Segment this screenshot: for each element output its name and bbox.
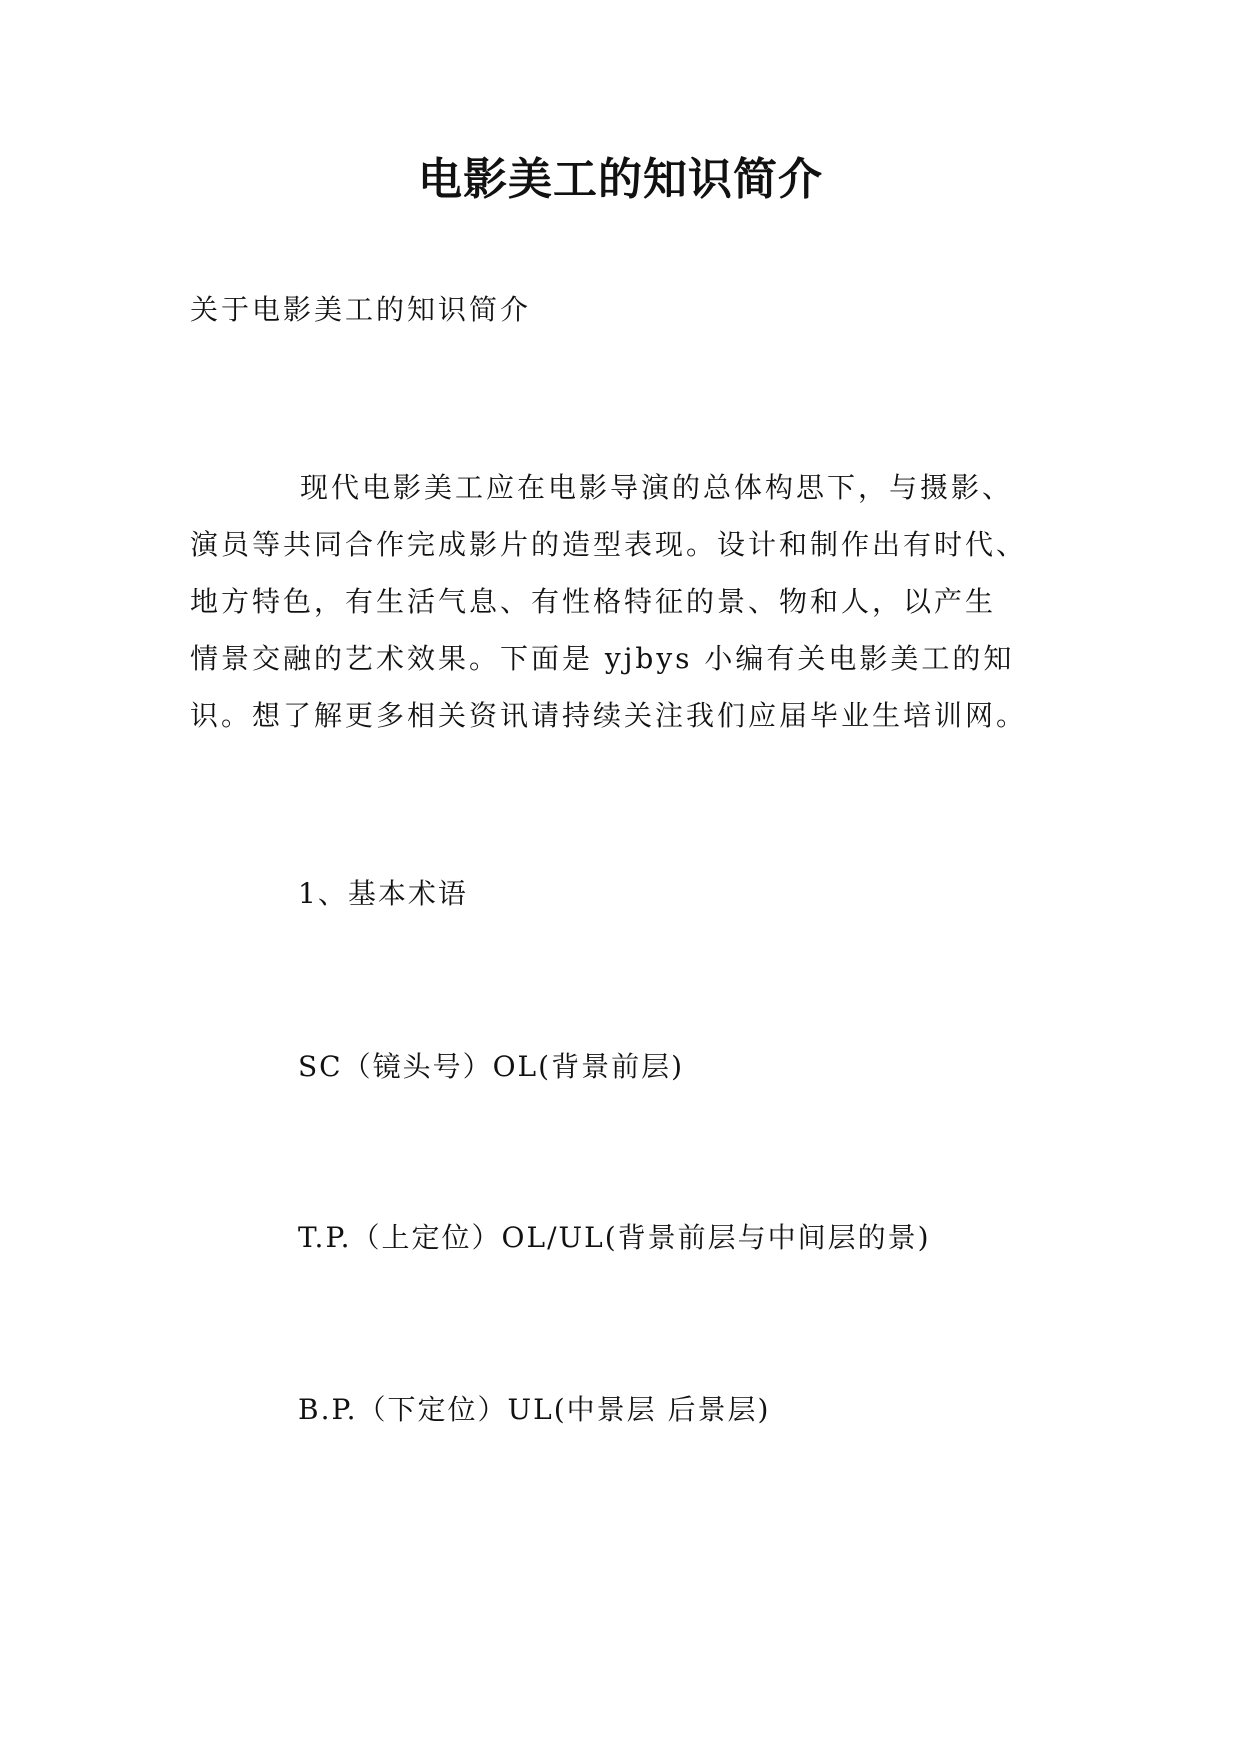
document-title: 电影美工的知识简介	[418, 154, 823, 205]
document-subtitle: 关于电影美工的知识简介	[190, 293, 532, 326]
intro-line: 现代电影美工应在电影导演的总体构思下，与摄影、	[300, 471, 1014, 504]
term-line: T.P.（上定位）OL/UL(背景前层与中间层的景)	[298, 1221, 931, 1254]
intro-paragraph	[190, 468, 1070, 753]
intro-line: 情景交融的艺术效果。下面是 yjbys 小编有关电影美工的知	[190, 642, 1015, 675]
intro-line: 演员等共同合作完成影片的造型表现。设计和制作出有时代、	[190, 528, 1028, 561]
term-line: B.P.（下定位）UL(中景层 后景层)	[298, 1393, 771, 1426]
term-line: SC（镜头号）OL(背景前层)	[298, 1050, 685, 1083]
section-heading: 1、基本术语	[298, 877, 468, 910]
intro-line: 识。想了解更多相关资讯请持续关注我们应届毕业生培训网。	[190, 699, 1028, 732]
intro-line: 地方特色，有生活气息、有性格特征的景、物和人，以产生	[190, 585, 997, 618]
